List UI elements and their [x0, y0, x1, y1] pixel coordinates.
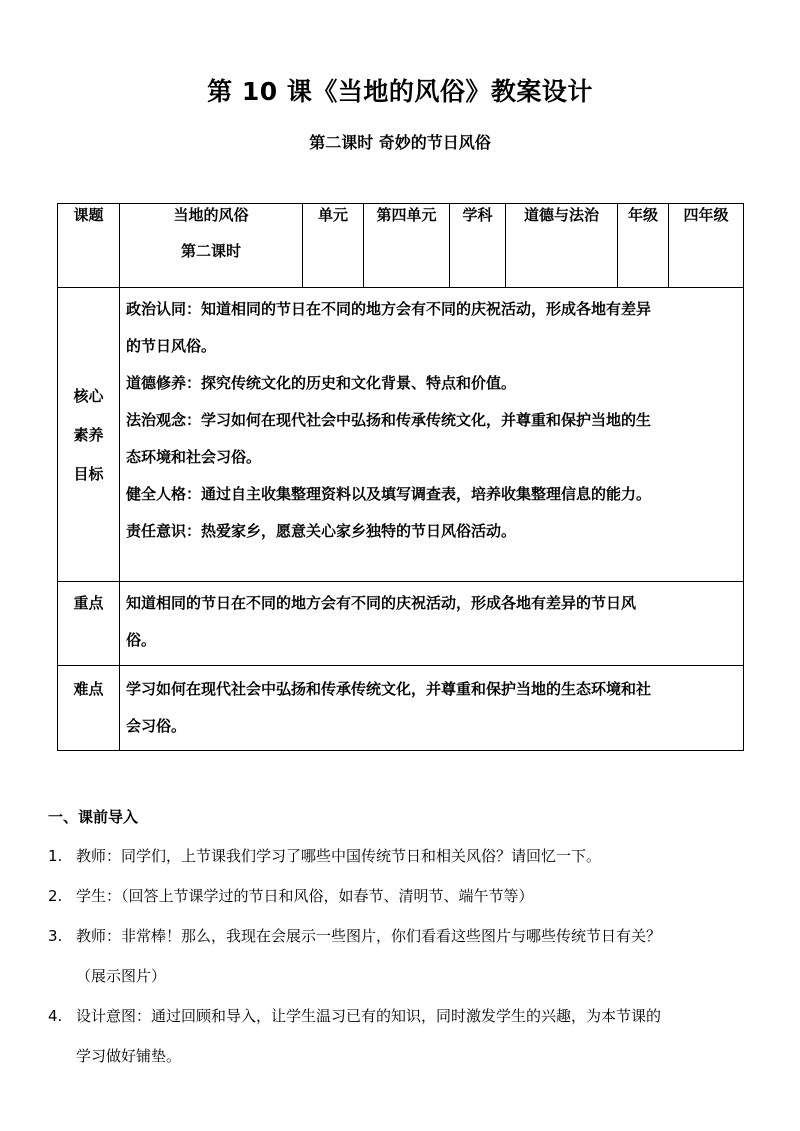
goal-personality — [126, 483, 737, 505]
key-point-line: 知道相同的节日在不同的地方会有不同的庆祝活动，形成各地有差异的节日风 — [126, 594, 637, 612]
difficulty-row — [58, 666, 744, 751]
list-item-text: 教师：非常棒！那么，我现在会展示一些图片，你们看看这些图片与哪些传统节日有关？ — [76, 927, 662, 945]
goal-law — [126, 409, 737, 468]
goals-label — [58, 288, 120, 582]
document-subtitle: 第二课时 奇妙的节日风俗 — [309, 133, 491, 152]
key-point-label: 重点 — [58, 582, 120, 666]
table-header-row — [58, 204, 744, 288]
difficulty-content — [120, 666, 744, 751]
goals-content — [120, 288, 744, 582]
key-point-content — [120, 582, 744, 666]
list-number: 2. — [48, 887, 63, 905]
goal-line: 健全人格：通过自主收集整理资料以及填写调查表，培养收集整理信息的能力。 — [126, 485, 652, 503]
goal-line: 态环境和社会习俗。 — [126, 448, 262, 466]
list-item-text: 教师：同学们，上节课我们学习了哪些中国传统节日和相关风俗？请回忆一下。 — [76, 847, 602, 865]
topic-label: 课题 — [58, 204, 120, 288]
lesson-plan-table — [57, 203, 744, 751]
goal-line: 政治认同：知道相同的节日在不同的地方会有不同的庆祝活动，形成各地有差异 — [126, 300, 652, 318]
grade-label: 年级 — [618, 204, 669, 288]
difficulty-line: 学习如何在现代社会中弘扬和传承传统文化，并尊重和保护当地的生态环境和社 — [126, 680, 652, 698]
list-item-text: 设计意图：通过回顾和导入，让学生温习已有的知识，同时激发学生的兴趣，为本节课的 — [76, 1007, 662, 1025]
goal-line: 法治观念：学习如何在现代社会中弘扬和传承传统文化，并尊重和保护当地的生 — [126, 411, 652, 429]
list-number: 3. — [48, 927, 63, 945]
goals-label-line: 目标 — [73, 464, 104, 483]
list-item — [48, 1006, 760, 1066]
subject-value: 道德与法治 — [506, 204, 618, 288]
goals-row — [58, 288, 744, 582]
list-number: 1. — [48, 847, 63, 865]
list-item-text: 学习做好铺垫。 — [76, 1047, 182, 1065]
list-number: 4. — [48, 1007, 63, 1025]
document-title: 第 10 课《当地的风俗》教案设计 — [207, 77, 593, 106]
goal-line: 的节日风俗。 — [126, 337, 217, 355]
difficulty-line: 会习俗。 — [126, 717, 187, 735]
goal-responsibility — [126, 520, 737, 542]
topic-value-line2: 第二课时 — [180, 242, 241, 260]
goal-moral — [126, 372, 737, 394]
topic-value-line1: 当地的风俗 — [173, 206, 249, 224]
goal-political — [126, 298, 737, 357]
list-item-text: 学生：（回答上节课学过的节日和风俗，如春节、清明节、端午节等） — [76, 887, 534, 905]
key-point-line: 俗。 — [126, 631, 157, 649]
list-item — [48, 886, 760, 906]
intro-steps-list — [48, 846, 760, 1086]
list-item — [48, 926, 760, 986]
goals-label-line: 核心 — [73, 386, 104, 405]
unit-label: 单元 — [303, 204, 364, 288]
list-item-text: （展示图片） — [76, 967, 167, 985]
subject-label: 学科 — [450, 204, 506, 288]
grade-value: 四年级 — [669, 204, 744, 288]
goal-line: 责任意识：热爱家乡，愿意关心家乡独特的节日风俗活动。 — [126, 522, 517, 540]
goal-line: 道德修养：探究传统文化的历史和文化背景、特点和价值。 — [126, 374, 517, 392]
list-item — [48, 846, 760, 866]
topic-value — [120, 204, 303, 288]
section-heading: 一、课前导入 — [48, 808, 139, 826]
key-point-row — [58, 582, 744, 666]
goals-label-line: 素养 — [73, 425, 104, 444]
unit-value: 第四单元 — [364, 204, 450, 288]
difficulty-label: 难点 — [58, 666, 120, 751]
